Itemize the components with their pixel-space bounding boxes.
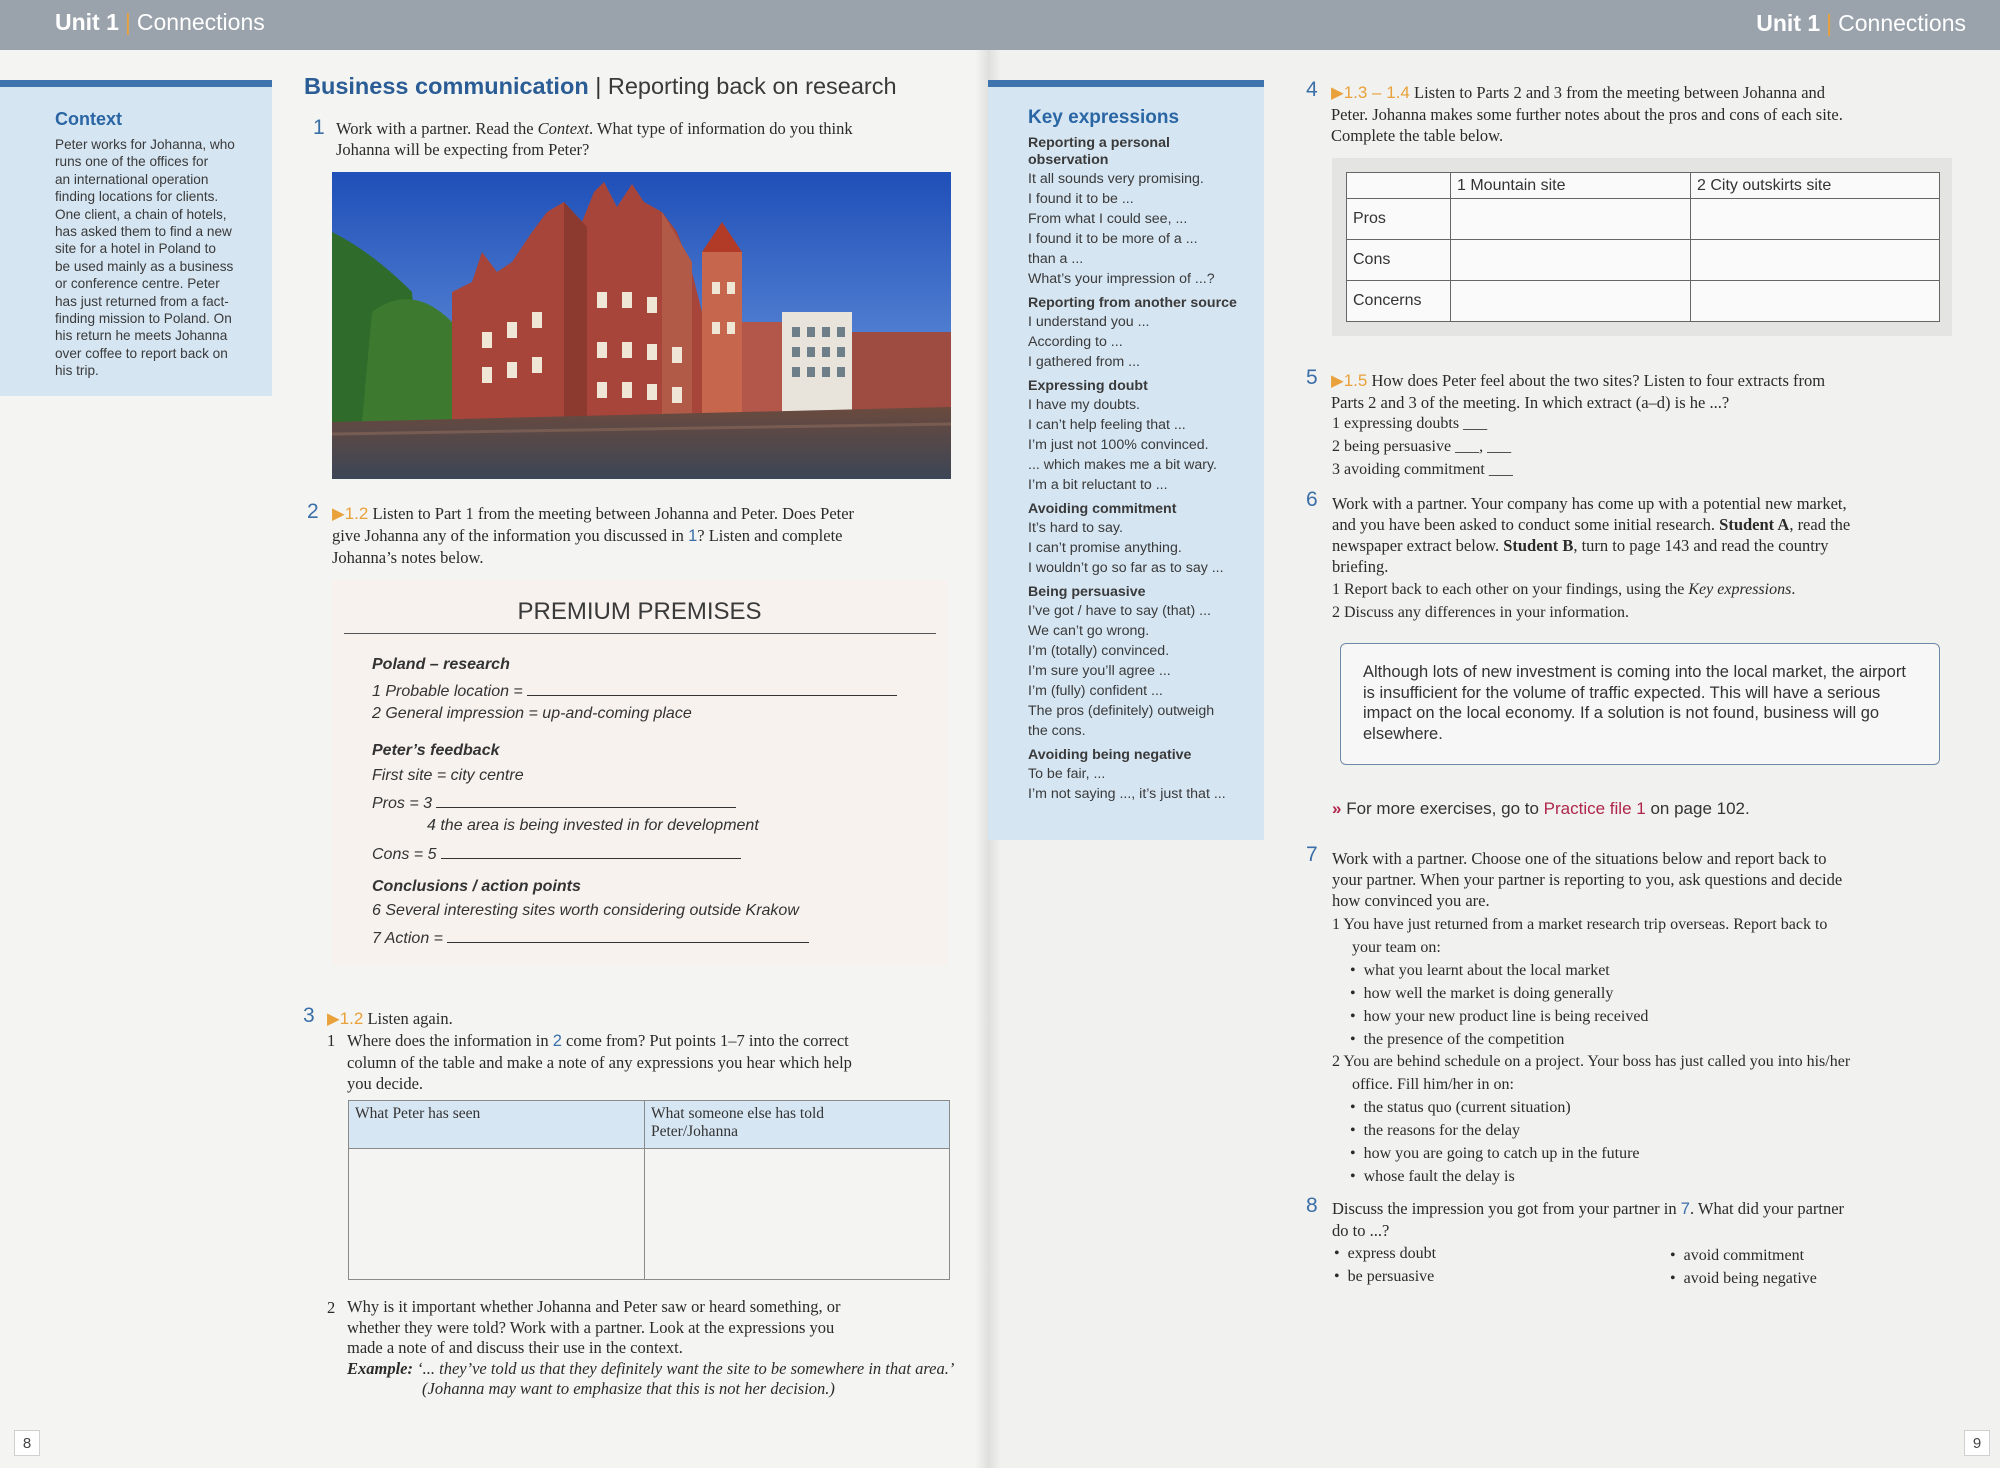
cell-concerns-city[interactable] bbox=[1691, 281, 1940, 322]
key-expression: ... which makes me a bit wary. bbox=[1028, 457, 1217, 473]
exercise-3-task-2: Why is it important whether Johanna and Peter saw or heard something, or whether they were told? Work with a partner. Look at the expressions you made a note of and discuss their use in the context. Example: ‘... they’ve told us that they definitely want the site to be somewhere in that area.’ (Johanna may want to emphasize that this is not her decision.) bbox=[347, 1297, 955, 1398]
exercise-3-number: 3 bbox=[303, 1004, 315, 1027]
practice-file-label[interactable]: Practice file 1 bbox=[1543, 799, 1646, 818]
list-item: • be persuasive bbox=[1334, 1268, 1435, 1285]
unit-topic: Connections bbox=[136, 9, 265, 35]
key-expression: I’m (fully) confident ... bbox=[1028, 683, 1163, 699]
list-item: • express doubt bbox=[1334, 1245, 1437, 1262]
notes-heading-research: Poland – research bbox=[372, 656, 510, 673]
row-label-concerns: Concerns bbox=[1347, 281, 1451, 322]
key-expression: I’m (totally) convinced. bbox=[1028, 643, 1170, 659]
unit-topic-right: Connections bbox=[1838, 10, 1966, 36]
exercise-3-task-1: Where does the information in 2 come from? Put points 1–7 into the correct column of the table and make a note of any expressions you hear which help you decide. bbox=[347, 1031, 852, 1093]
page-number-right: 9 bbox=[1964, 1430, 1990, 1456]
page-number-left: 8 bbox=[14, 1430, 40, 1456]
key-expression: I’m not saying ..., it’s just that ... bbox=[1028, 786, 1226, 802]
key-expression: The pros (definitely) outweigh bbox=[1028, 703, 1215, 719]
exercise-6-text: Work with a partner. Your company has come up with a potential new market, and you have been asked to conduct some initial research. Student A, read the newspaper extract below. Student B, turn to page 143 and read the country briefing. bbox=[1332, 494, 1851, 576]
exercise-8-number: 8 bbox=[1306, 1194, 1318, 1217]
practice-file-link[interactable]: » For more exercises, go to Practice file 1 on page 102. bbox=[1332, 799, 1750, 818]
key-expression: From what I could see, ... bbox=[1028, 211, 1188, 227]
exercise-1-text: Work with a partner. Read the Context. What type of information do you think Johanna will be expecting from Peter? bbox=[336, 119, 853, 159]
exercise-7-text: Work with a partner. Choose one of the situations below and report back to your partner. When your partner is reporting to you, ask questions and decide how convinced you are. bbox=[1332, 849, 1843, 910]
notes-title: PREMIUM PREMISES bbox=[517, 598, 762, 625]
key-expression: I have my doubts. bbox=[1028, 397, 1140, 413]
right-header: Unit 1 | Connections bbox=[988, 0, 2000, 50]
col-mountain-site: 1 Mountain site bbox=[1451, 173, 1691, 199]
key-expression: the cons. bbox=[1028, 723, 1086, 739]
section-title: Business communication | Reporting back on research bbox=[304, 73, 897, 99]
photo-illustration bbox=[332, 172, 951, 479]
table-corner bbox=[1347, 173, 1451, 199]
list-item: • the reasons for the delay bbox=[1350, 1122, 1520, 1139]
exercise-7-situation-1: 1 You have just returned from a market research trip overseas. Report back to your team on: bbox=[1332, 916, 1828, 956]
key-expression: I understand you ... bbox=[1028, 314, 1150, 330]
exercise-4-number: 4 bbox=[1306, 78, 1318, 101]
exercise-8-text: Discuss the impression you got from your partner in 7. What did your partner do to ...? bbox=[1332, 1199, 1845, 1240]
key-expression: We can’t go wrong. bbox=[1028, 623, 1150, 639]
newspaper-extract: Although lots of new investment is coming into the local market, the airport is insufficient for the volume of traffic expected. This will have a serious impact on the local economy. If a solution is not found, business will go elsewhere. bbox=[1340, 643, 1940, 765]
cell-cons-city[interactable] bbox=[1691, 240, 1940, 281]
key-expression: I found it to be more of a ... bbox=[1028, 231, 1198, 247]
list-item: • whose fault the delay is bbox=[1350, 1168, 1515, 1185]
key-expression: I can’t promise anything. bbox=[1028, 540, 1182, 556]
key-expression: I gathered from ... bbox=[1028, 354, 1140, 370]
key-heading: Expressing doubt bbox=[1028, 378, 1148, 394]
source-table bbox=[348, 1100, 950, 1280]
table-header-told: What someone else has told Peter/Johanna bbox=[645, 1101, 950, 1149]
key-expressions-list bbox=[1028, 135, 1252, 804]
key-expression: It all sounds very promising. bbox=[1028, 171, 1204, 187]
pros-cons-table bbox=[1346, 172, 1940, 322]
audio-track-ex5[interactable]: 1.5 bbox=[1343, 371, 1368, 390]
row-label-cons: Cons bbox=[1347, 240, 1451, 281]
exercise-7-situation-2: 2 You are behind schedule on a project. Your boss has just called you into his/her office. Fill him/her in on: bbox=[1332, 1053, 1851, 1093]
building-photo bbox=[332, 172, 951, 479]
exercise-1-number: 1 bbox=[313, 116, 325, 139]
context-body: Peter works for Johanna, who runs one of the offices for an international operation finding locations for clients. One client, a chain of hotels, has asked them to find a new site for a hotel in Poland to be used mainly as a business or conference centre. Peter has just returned from a fact- finding mission to Poland. On his return he meets Johanna over coffee to report back on his trip. bbox=[55, 137, 235, 379]
johanna-notes bbox=[332, 580, 947, 965]
exercise-2-text: ▶1.2 Listen to Part 1 from the meeting between Johanna and Peter. Does Peter give Johanna any of the information you discussed in 1? Listen and complete Johanna’s notes below. bbox=[332, 504, 855, 567]
list-item: • the presence of the competition bbox=[1350, 1031, 1565, 1048]
cell-concerns-mountain[interactable] bbox=[1451, 281, 1691, 322]
exercise-8-bullets-a bbox=[1334, 1242, 1436, 1288]
key-expression: I’m just not 100% convinced. bbox=[1028, 437, 1209, 453]
exercise-3-task-2-number: 2 bbox=[327, 1298, 336, 1317]
notes-line-3: First site = city centre bbox=[372, 767, 524, 784]
exercise-7-bullets-1 bbox=[1350, 959, 1648, 1051]
exercise-7-bullets-2 bbox=[1350, 1096, 1640, 1188]
exercise-7-number: 7 bbox=[1306, 843, 1318, 866]
exercise-6-item-2: 2 Discuss any differences in your information. bbox=[1332, 604, 1629, 621]
exercise-5-number: 5 bbox=[1306, 366, 1318, 389]
key-expression: I wouldn’t go so far as to say ... bbox=[1028, 560, 1224, 576]
list-item: • how you are going to catch up in the future bbox=[1350, 1145, 1640, 1162]
audio-track-ex3[interactable]: 1.2 bbox=[339, 1009, 364, 1028]
exercise-2-number: 2 bbox=[307, 500, 319, 523]
exercise-5-text: ▶1.5 How does Peter feel about the two sites? Listen to four extracts from Parts 2 and 3 of the meeting. In which extract (a–d) is he ...? bbox=[1331, 371, 1826, 412]
exercise-5-item-1: 1 expressing doubts ___ bbox=[1332, 415, 1488, 432]
table-cell-told[interactable] bbox=[645, 1149, 950, 1280]
key-expression: I found it to be ... bbox=[1028, 191, 1134, 207]
list-item: • how your new product line is being received bbox=[1350, 1008, 1649, 1025]
double-chevron-icon: » bbox=[1332, 799, 1342, 818]
exercise-5-item-3: 3 avoiding commitment ___ bbox=[1332, 461, 1513, 478]
notes-line-5: 4 the area is being invested in for development bbox=[427, 817, 759, 834]
key-expression: It’s hard to say. bbox=[1028, 520, 1123, 536]
key-expression: I’m sure you’ll agree ... bbox=[1028, 663, 1171, 679]
key-heading: Avoiding commitment bbox=[1028, 501, 1177, 517]
key-heading: Being persuasive bbox=[1028, 584, 1146, 600]
list-item: • avoid being negative bbox=[1670, 1270, 1817, 1287]
key-heading: Reporting a personal observation bbox=[1028, 135, 1170, 168]
cell-pros-mountain[interactable] bbox=[1451, 199, 1691, 240]
table-header-seen: What Peter has seen bbox=[349, 1101, 645, 1149]
key-expression: I’ve got / have to say (that) ... bbox=[1028, 603, 1211, 619]
left-header: Unit 1 | Connections bbox=[0, 0, 988, 50]
notes-divider bbox=[344, 633, 936, 634]
key-expression: I’m a bit reluctant to ... bbox=[1028, 477, 1168, 493]
list-item: • avoid commitment bbox=[1670, 1247, 1805, 1264]
key-expressions-title: Key expressions bbox=[1028, 107, 1180, 128]
table-cell-seen[interactable] bbox=[349, 1149, 645, 1280]
unit-label-right: Unit 1 bbox=[1756, 10, 1821, 36]
exercise-6-number: 6 bbox=[1306, 488, 1318, 511]
notes-heading-feedback: Peter’s feedback bbox=[372, 742, 500, 759]
exercise-4-text: ▶1.3 – 1.4 Listen to Parts 2 and 3 from the meeting between Johanna and Peter. Johanna makes some further notes about the pros and cons of each site. Complete the table below. bbox=[1331, 83, 1843, 145]
context-title: Context bbox=[55, 109, 122, 129]
key-expression: I can’t help feeling that ... bbox=[1028, 417, 1186, 433]
key-expressions-box bbox=[988, 80, 1264, 840]
notes-line-6: Cons = 5 bbox=[372, 843, 741, 864]
audio-play-icon-ex4[interactable]: ▶ bbox=[1331, 84, 1344, 102]
audio-play-icon[interactable]: ▶ bbox=[332, 505, 345, 523]
context-box bbox=[0, 80, 272, 396]
notes-line-4: Pros = 3 bbox=[372, 792, 736, 813]
key-expression: According to ... bbox=[1028, 334, 1123, 350]
col-city-outskirts-site: 2 City outskirts site bbox=[1691, 173, 1940, 199]
audio-track-ex4[interactable]: 1.3 – 1.4 bbox=[1343, 83, 1410, 102]
notes-line-2: 2 General impression = up-and-coming place bbox=[372, 705, 692, 722]
notes-heading-conclusions: Conclusions / action points bbox=[372, 878, 581, 895]
notes-line-8: 7 Action = bbox=[372, 927, 809, 948]
exercise-5-item-2: 2 being persuasive ___, ___ bbox=[1332, 438, 1512, 455]
key-expression: To be fair, ... bbox=[1028, 766, 1106, 782]
exercise-3-task-1-number: 1 bbox=[327, 1031, 336, 1050]
list-item: • the status quo (current situation) bbox=[1350, 1099, 1571, 1116]
audio-track-ex2[interactable]: 1.2 bbox=[344, 504, 369, 523]
exercise-6-item-1: 1 Report back to each other on your findings, using the Key expressions. bbox=[1332, 581, 1796, 598]
notes-line-1: 1 Probable location = bbox=[372, 680, 897, 701]
exercise-3-intro: ▶1.2 Listen again. bbox=[327, 1009, 453, 1028]
unit-label: Unit 1 bbox=[55, 9, 119, 35]
list-item: • how well the market is doing generally bbox=[1350, 985, 1614, 1002]
cell-pros-city[interactable] bbox=[1691, 199, 1940, 240]
key-heading: Avoiding being negative bbox=[1028, 747, 1192, 763]
row-label-pros: Pros bbox=[1347, 199, 1451, 240]
key-expression: than a ... bbox=[1028, 251, 1084, 267]
cell-cons-mountain[interactable] bbox=[1451, 240, 1691, 281]
exercise-8-bullets-b bbox=[1670, 1244, 1817, 1290]
key-expression: What’s your impression of ...? bbox=[1028, 271, 1215, 287]
key-heading: Reporting from another source bbox=[1028, 295, 1237, 311]
notes-line-7: 6 Several interesting sites worth considering outside Krakow bbox=[372, 902, 799, 919]
audio-play-icon-ex5[interactable]: ▶ bbox=[1331, 372, 1344, 390]
list-item: • what you learnt about the local market bbox=[1350, 962, 1610, 979]
audio-play-icon-ex3[interactable]: ▶ bbox=[327, 1010, 340, 1028]
